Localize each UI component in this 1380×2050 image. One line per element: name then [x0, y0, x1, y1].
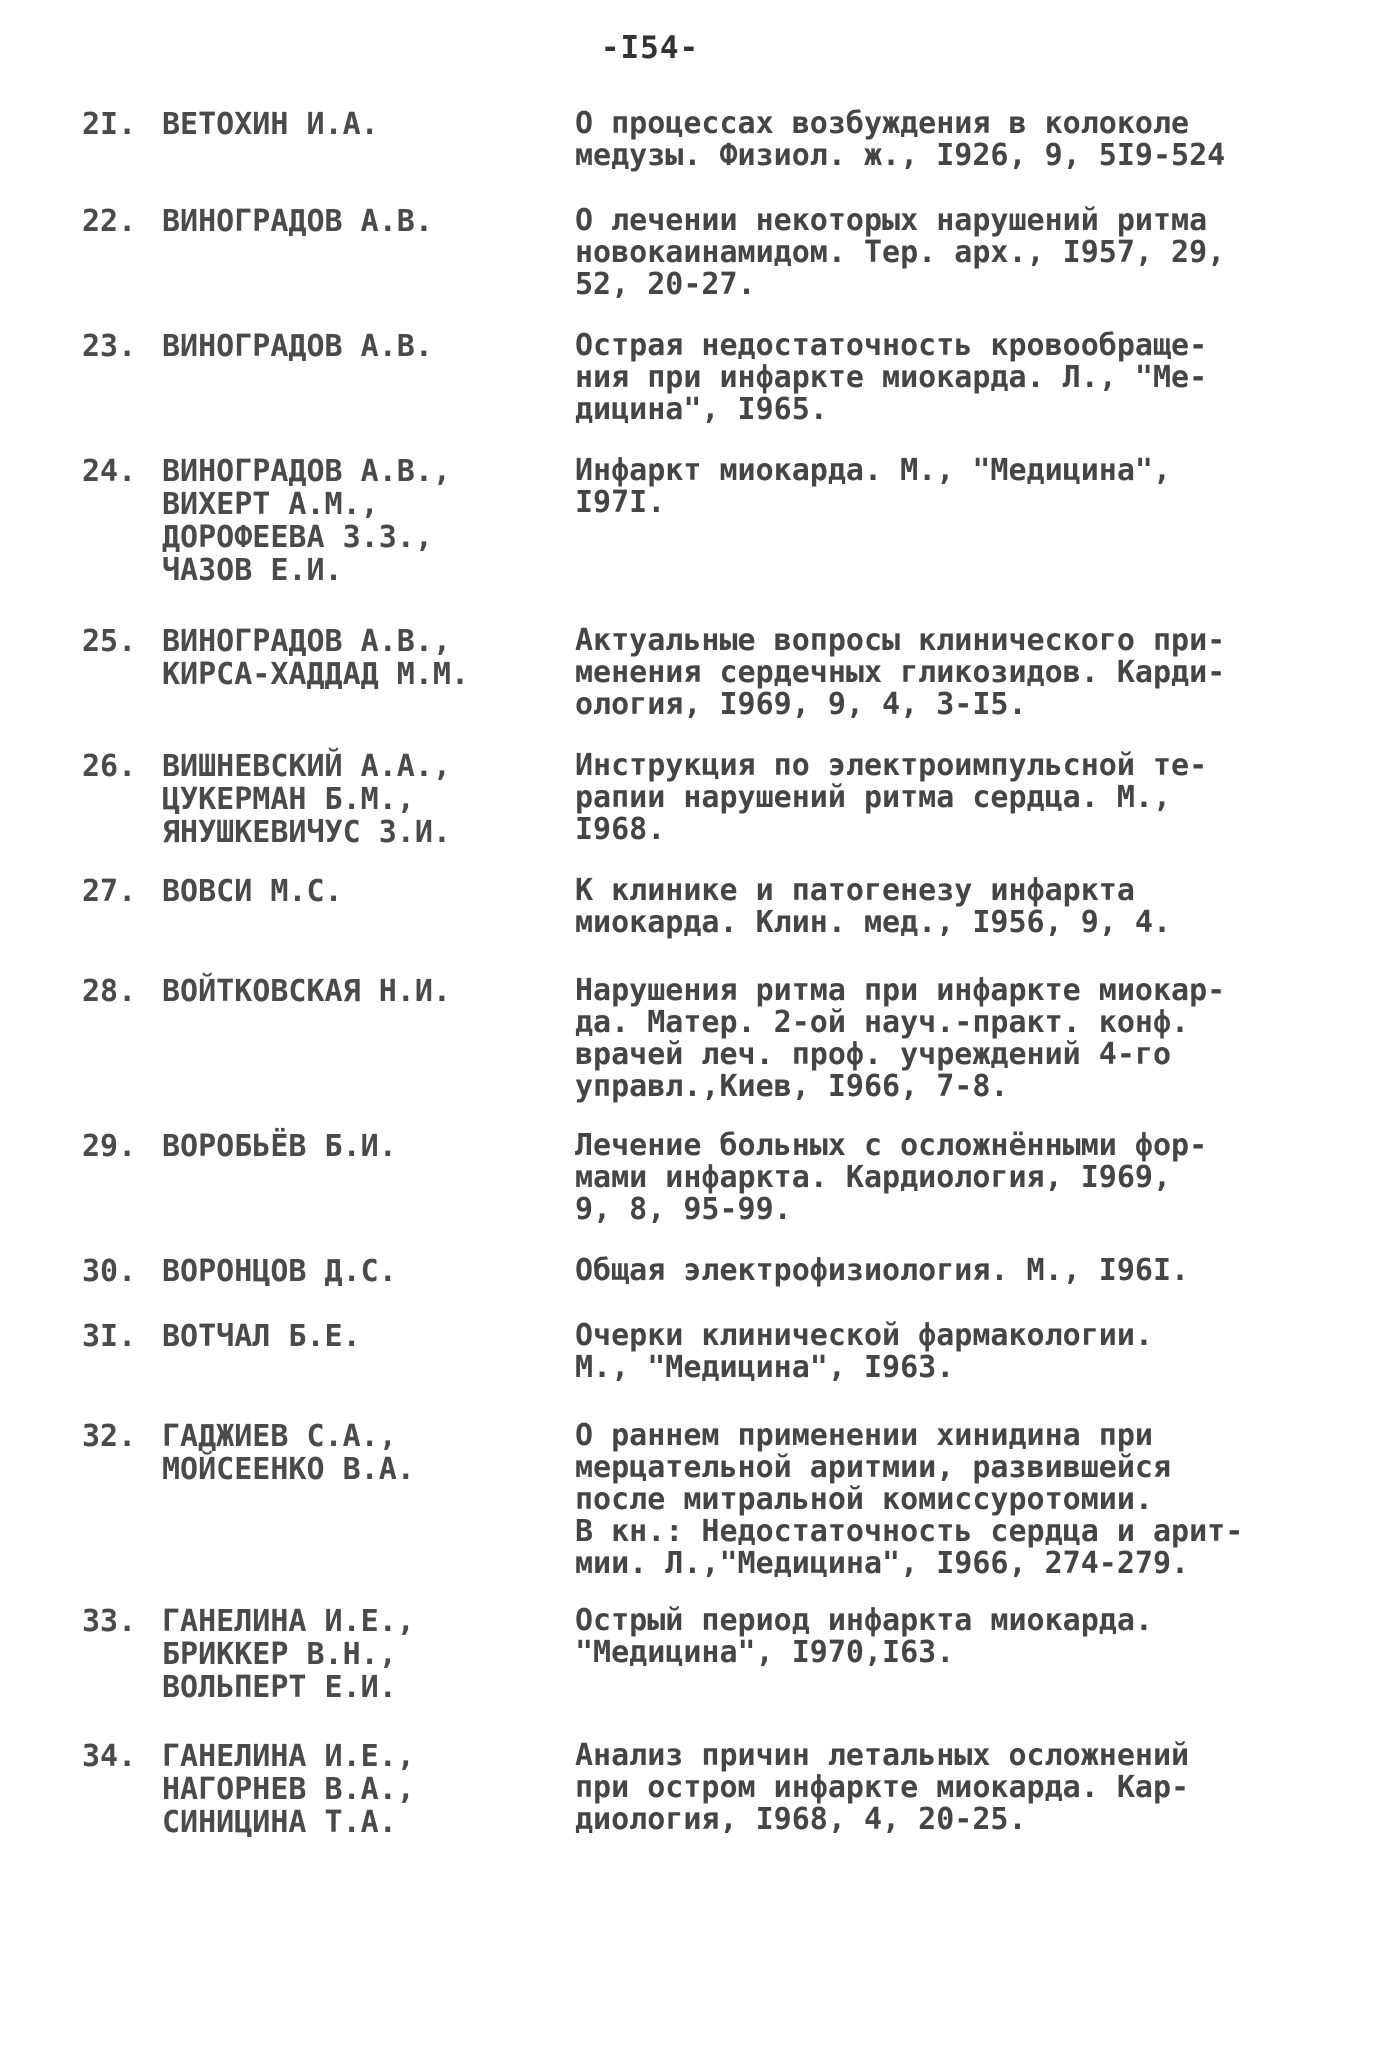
- entry-number: 28.: [82, 974, 137, 1009]
- entry-number: 26.: [82, 749, 137, 784]
- reference-line: Острая недостаточность кровообраще-: [575, 328, 1208, 363]
- entry-authors: [162, 1255, 562, 1288]
- entry-number: 29.: [82, 1129, 137, 1164]
- reference-line: О раннем применении хинидина при: [575, 1418, 1153, 1453]
- entry-number: 33.: [82, 1604, 137, 1639]
- author-name: ДОРОФЕЕВА З.З.,: [162, 520, 433, 555]
- author-name: ВИНОГРАДОВ А.В.,: [162, 624, 451, 659]
- reference-line: Инструкция по электроимпульсной те-: [575, 748, 1208, 783]
- author-name: МОЙСЕЕНКО В.А.: [162, 1452, 415, 1487]
- entry-number: 27.: [82, 874, 137, 909]
- reference-line: I968.: [575, 812, 666, 847]
- author-name: ВОРОНЦОВ Д.С.: [162, 1254, 397, 1289]
- author-name: ВОЛЬПЕРТ Е.И.: [162, 1670, 397, 1705]
- reference-line: медузы. Физиол. ж., I926, 9, 5I9-524: [575, 138, 1226, 173]
- entry-authors: [162, 975, 562, 1008]
- entry-reference: [575, 875, 1335, 939]
- reference-line: мами инфаркта. Кардиология, I969,: [575, 1160, 1172, 1195]
- reference-line: Острый период инфаркта миокарда.: [575, 1603, 1153, 1638]
- reference-line: 52, 20-27.: [575, 267, 756, 302]
- reference-line: миокарда. Клин. мед., I956, 9, 4.: [575, 905, 1172, 940]
- entry-reference: [575, 750, 1335, 846]
- reference-line: диология, I968, 4, 20-25.: [575, 1802, 1027, 1837]
- entry-reference: [575, 1740, 1335, 1836]
- reference-line: О процессах возбуждения в колоколе: [575, 106, 1190, 141]
- reference-line: Очерки клинической фармакологии.: [575, 1318, 1153, 1353]
- entry-authors: [162, 750, 562, 849]
- entry-reference: [575, 625, 1335, 721]
- reference-line: менения сердечных гликозидов. Карди-: [575, 655, 1226, 690]
- entry-number: 3I.: [82, 1319, 137, 1354]
- reference-line: Лечение больных с осложнёнными фор-: [575, 1128, 1208, 1163]
- author-name: ГАДЖИЕВ С.А.,: [162, 1419, 397, 1454]
- entry-authors: [162, 205, 562, 238]
- author-name: БРИККЕР В.Н.,: [162, 1637, 397, 1672]
- reference-line: Анализ причин летальных осложнений: [575, 1738, 1190, 1773]
- entry-number: 30.: [82, 1254, 137, 1289]
- reference-line: Инфаркт миокарда. М., "Медицина",: [575, 453, 1172, 488]
- author-name: НАГОРНЕВ В.А.,: [162, 1772, 415, 1807]
- author-name: ВИНОГРАДОВ А.В.: [162, 329, 433, 364]
- author-name: ВИНОГРАДОВ А.В.: [162, 204, 433, 239]
- entry-authors: [162, 1605, 562, 1704]
- reference-line: Актуальные вопросы клинического при-: [575, 623, 1226, 658]
- reference-line: М., "Медицина", I963.: [575, 1350, 955, 1385]
- author-name: ВИХЕРТ А.М.,: [162, 487, 379, 522]
- reference-line: I97I.: [575, 485, 666, 520]
- entry-authors: [162, 455, 562, 587]
- reference-line: при остром инфаркте миокарда. Кар-: [575, 1770, 1190, 1805]
- entry-authors: [162, 330, 562, 363]
- reference-line: мерцательной аритмии, развившейся: [575, 1450, 1172, 1485]
- entry-number: 34.: [82, 1739, 137, 1774]
- reference-line: Нарушения ритма при инфаркте миокар-: [575, 973, 1226, 1008]
- reference-line: К клинике и патогенезу инфаркта: [575, 873, 1135, 908]
- reference-line: дицина", I965.: [575, 392, 828, 427]
- entry-number: 22.: [82, 204, 137, 239]
- entry-reference: [575, 975, 1335, 1103]
- page-number: -I54-: [600, 30, 700, 66]
- entry-authors: [162, 1740, 562, 1839]
- reference-line: 9, 8, 95-99.: [575, 1192, 792, 1227]
- entry-reference: [575, 205, 1335, 301]
- reference-line: новокаинамидом. Тер. арх., I957, 29,: [575, 235, 1226, 270]
- author-name: ГАНЕЛИНА И.Е.,: [162, 1604, 415, 1639]
- entry-reference: [575, 1605, 1335, 1669]
- author-name: ГАНЕЛИНА И.Е.,: [162, 1739, 415, 1774]
- author-name: СИНИЦИНА Т.А.: [162, 1805, 397, 1840]
- reference-line: В кн.: Недостаточность сердца и арит-: [575, 1514, 1244, 1549]
- reference-line: ния при инфаркте миокарда. Л., "Ме-: [575, 360, 1208, 395]
- author-name: ВИНОГРАДОВ А.В.,: [162, 454, 451, 489]
- entry-number: 32.: [82, 1419, 137, 1454]
- entry-reference: [575, 1320, 1335, 1384]
- entry-reference: [575, 455, 1335, 519]
- author-name: ВИШНЕВСКИЙ А.А.,: [162, 749, 451, 784]
- entry-authors: [162, 1420, 562, 1486]
- author-name: КИРСА-ХАДДАД М.М.: [162, 657, 470, 692]
- author-name: ВОТЧАЛ Б.Е.: [162, 1319, 361, 1354]
- reference-line: да. Матер. 2-ой науч.-практ. конф.: [575, 1005, 1190, 1040]
- reference-line: "Медицина", I970,I63.: [575, 1635, 955, 1670]
- author-name: ВОВСИ М.С.: [162, 874, 343, 909]
- reference-line: врачей леч. проф. учреждений 4-го: [575, 1037, 1172, 1072]
- author-name: ЦУКЕРМАН Б.М.,: [162, 782, 415, 817]
- reference-line: ология, I969, 9, 4, 3-I5.: [575, 687, 1027, 722]
- author-name: ВОЙТКОВСКАЯ Н.И.: [162, 974, 451, 1009]
- reference-line: рапии нарушений ритма сердца. М.,: [575, 780, 1172, 815]
- entry-authors: [162, 1320, 562, 1353]
- entry-authors: [162, 1130, 562, 1163]
- reference-line: мии. Л.,"Медицина", I966, 274-279.: [575, 1546, 1190, 1581]
- entry-number: 24.: [82, 454, 137, 489]
- entry-number: 23.: [82, 329, 137, 364]
- reference-line: О лечении некоторых нарушений ритма: [575, 203, 1208, 238]
- entry-reference: [575, 1420, 1335, 1580]
- entry-reference: [575, 330, 1335, 426]
- entry-reference: [575, 1255, 1335, 1287]
- entry-number: 2I.: [82, 107, 137, 142]
- author-name: ВЕТОХИН И.А.: [162, 107, 379, 142]
- reference-line: Общая электрофизиология. М., I96I.: [575, 1253, 1190, 1288]
- reference-line: управл.,Киев, I966, 7-8.: [575, 1069, 1009, 1104]
- author-name: ВОРОБЬЁВ Б.И.: [162, 1129, 397, 1164]
- reference-line: после митральной комиссуротомии.: [575, 1482, 1153, 1517]
- entry-reference: [575, 108, 1335, 172]
- entry-authors: [162, 625, 562, 691]
- author-name: ЯНУШКЕВИЧУС З.И.: [162, 815, 451, 850]
- entry-authors: [162, 108, 562, 141]
- entry-authors: [162, 875, 562, 908]
- entry-number: 25.: [82, 624, 137, 659]
- entry-reference: [575, 1130, 1335, 1226]
- author-name: ЧАЗОВ Е.И.: [162, 553, 343, 588]
